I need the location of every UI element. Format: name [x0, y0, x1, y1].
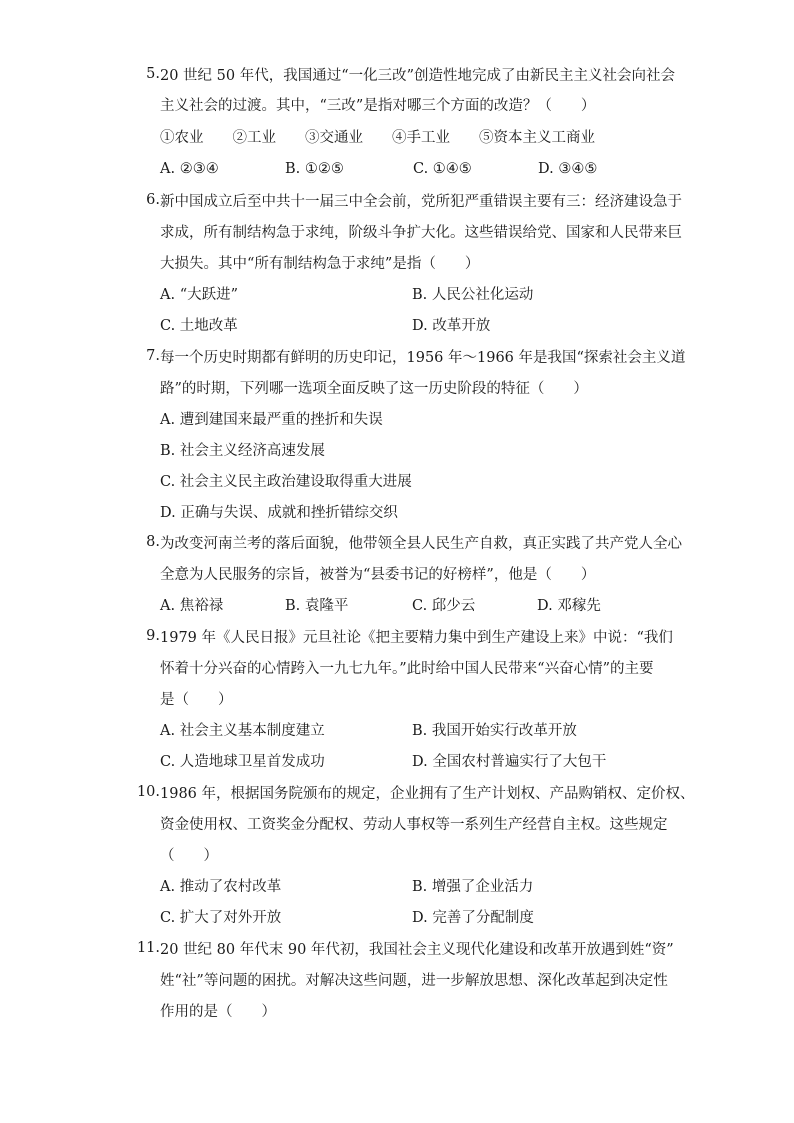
question-number: 8.	[146, 534, 160, 550]
question-text-line: 路”的时期，下列哪一选项全面反映了这一历史阶段的特征（ ）	[160, 381, 588, 397]
question-text-line: 姓“社”等问题的困扰。对解决这些问题，进一步解放思想、深化改革起到决定性	[160, 973, 668, 989]
question-number: 9.	[146, 628, 160, 644]
option-b[interactable]: B. ①②⑤	[285, 161, 344, 177]
question-number: 11.	[136, 940, 160, 956]
question-text-line: 资金使用权、工资奖金分配权、劳动人事权等一系列生产经营自主权。这些规定	[160, 817, 668, 833]
option-b[interactable]: B. 人民公社化运动	[412, 287, 534, 303]
question-text-line: 全意为人民服务的宗旨，被誉为“县委书记的好榜样”，他是（ ）	[160, 567, 596, 583]
option-c[interactable]: C. ①④⑤	[413, 161, 472, 177]
option-d[interactable]: D. 邓稼先	[537, 598, 601, 614]
question-text-line: 主义社会的过渡。其中，“三改”是指对哪三个方面的改造？（ ）	[160, 98, 596, 114]
question-text-line: 为改变河南兰考的落后面貌，他带领全县人民生产自救，真正实践了共产党人全心	[160, 536, 682, 552]
option-c[interactable]: C. 邱少云	[412, 598, 476, 614]
question-number: 6.	[146, 192, 160, 208]
question-text-line: 1986 年，根据国务院颁布的规定，企业拥有了生产计划权、产品购销权、定价权、	[160, 786, 695, 802]
question-text-line: （ ）	[160, 848, 218, 864]
question-text-line: ①农业 ②工业 ③交通业 ④手工业 ⑤资本主义工商业	[160, 130, 595, 146]
question-number: 7.	[146, 348, 160, 364]
question-text-line: 1979 年《人民日报》元旦社论《把主要精力集中到生产建设上来》中说：“我们	[160, 630, 673, 646]
question-text-line: 是（ ）	[160, 692, 233, 708]
option-b[interactable]: B. 袁隆平	[285, 598, 349, 614]
option-b[interactable]: B. 我国开始实行改革开放	[412, 723, 577, 739]
option-c[interactable]: C. 土地改革	[160, 318, 238, 334]
question-text-line: 作用的是（ ）	[160, 1004, 276, 1020]
option-b[interactable]: B. 社会主义经济高速发展	[160, 443, 325, 459]
option-d[interactable]: D. ③④⑤	[538, 161, 598, 177]
option-a[interactable]: A. 遭到建国来最严重的挫折和失误	[160, 412, 383, 428]
option-a[interactable]: A. “大跃进”	[160, 287, 239, 303]
option-a[interactable]: A. 社会主义基本制度建立	[160, 723, 325, 739]
question-text-line: 新中国成立后至中共十一届三中全会前，党所犯严重错误主要有三：经济建设急于	[160, 194, 682, 210]
option-c[interactable]: C. 社会主义民主政治建设取得重大进展	[160, 474, 412, 490]
option-c[interactable]: C. 扩大了对外开放	[160, 910, 282, 926]
question-text-line: 20 世纪 50 年代，我国通过“一化三改”创造性地完成了由新民主主义社会向社会	[160, 68, 676, 84]
option-a[interactable]: A. ②③④	[160, 161, 219, 177]
question-number: 5.	[146, 66, 160, 82]
option-c[interactable]: C. 人造地球卫星首发成功	[160, 754, 325, 770]
question-text-line: 大损失。其中“所有制结构急于求纯”是指（ ）	[160, 256, 480, 272]
question-text-line: 求成，所有制结构急于求纯，阶级斗争扩大化。这些错误给党、国家和人民带来巨	[160, 225, 682, 241]
option-d[interactable]: D. 改革开放	[412, 318, 491, 334]
option-d[interactable]: D. 正确与失误、成就和挫折错综交织	[160, 505, 398, 521]
question-text-line: 20 世纪 80 年代末 90 年代初，我国社会主义现代化建设和改革开放遇到姓“资”	[160, 942, 674, 958]
option-d[interactable]: D. 完善了分配制度	[412, 910, 534, 926]
question-text-line: 每一个历史时期都有鲜明的历史印记，1956 年～1966 年是我国“探索社会主义道	[160, 350, 686, 366]
question-text-line: 怀着十分兴奋的心情跨入一九七九年。”此时给中国人民带来“兴奋心情”的主要	[160, 661, 654, 677]
option-a[interactable]: A. 焦裕禄	[160, 598, 224, 614]
option-d[interactable]: D. 全国农村普遍实行了大包干	[412, 754, 607, 770]
question-number: 10.	[136, 784, 160, 800]
option-a[interactable]: A. 推动了农村改革	[160, 879, 282, 895]
option-b[interactable]: B. 增强了企业活力	[412, 879, 534, 895]
